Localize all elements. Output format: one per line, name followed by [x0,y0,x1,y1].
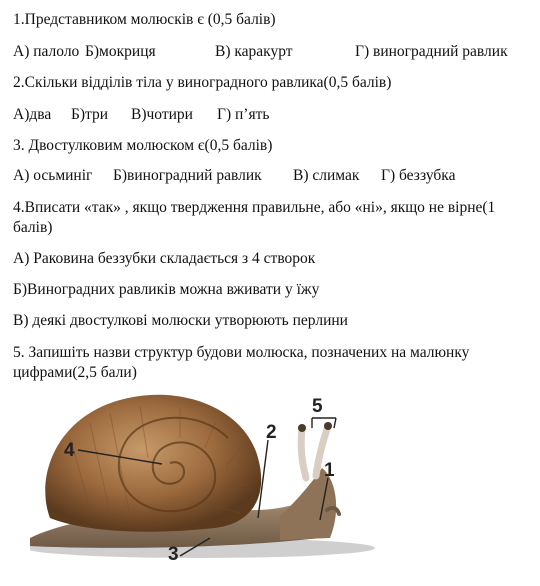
snail-figure [30,388,540,581]
question-2-option-c: В)чотири [131,106,193,123]
question-3-option-c: В) слимак [293,167,360,184]
question-5-title-line1: 5. Запишіть назви структур будови молюска, позначених на малюнку [13,344,470,361]
snail-illustration [30,388,540,581]
question-4-statement-a: А) Раковина беззубки складається з 4 створок [13,250,316,267]
eye-left [298,424,306,432]
question-5-title-line2: цифрами(2,5 бали) [13,364,137,381]
question-2-title: 2.Скільки відділів тіла у виноградного равлика(0,5 балів) [13,74,392,91]
question-3-option-a: А) осьминіг [13,167,93,184]
question-1-options [13,42,533,62]
label-3: 3 [168,544,179,565]
question-1-option-a: А) палоло [13,43,80,60]
label-5: 5 [312,396,323,417]
question-3-option-b: Б)виноградний равлик [113,167,262,184]
question-4-title-line2: балів) [13,219,53,236]
question-1-option-c: В) каракурт [215,43,293,60]
label-line-5 [312,418,336,428]
question-2-option-b: Б)три [71,106,109,123]
question-1-option-d: Г) виноградний равлик [355,43,508,60]
question-2-option-d: Г) п’ять [217,106,270,123]
question-4-statement-b: Б)Виноградних равликів можна вживати у їжу [13,281,320,298]
question-4-title-line1: 4.Вписати «так» , якщо твердження правильне, або «ні», якщо не вірне(1 [13,199,496,216]
question-2-options [13,105,533,125]
question-3-option-d: Г) беззубка [381,167,456,184]
label-2: 2 [266,422,277,443]
question-1-option-b: Б)мокриця [85,43,156,60]
question-1-title: 1.Представником молюсків є (0,5 балів) [13,11,276,28]
question-2-option-a: А)два [13,106,52,123]
question-3-options [13,166,533,186]
question-3-title: 3. Двостулковим молюском є(0,5 балів) [13,137,273,154]
tentacle-left [301,428,306,478]
label-1: 1 [324,460,335,481]
label-4: 4 [64,440,75,461]
eye-right [324,422,332,430]
question-4-statement-c: В) деякі двостулкові молюски утворюють перлини [13,312,348,329]
